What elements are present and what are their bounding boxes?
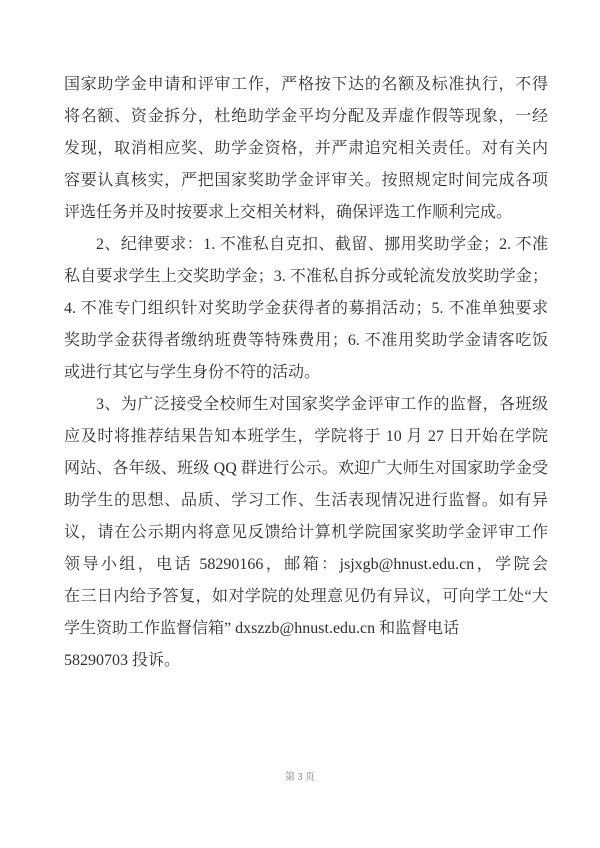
text-line: 4. 不准专门组织针对奖助学金获得者的募捐活动；5. 不准单独要求 xyxy=(64,300,548,317)
text-line: 议，请在公示期内将意见反馈给计算机学院国家奖助学金评审工作 xyxy=(64,524,548,541)
text-line: 容要认真核实，严把国家奖助学金评审关。按照规定时间完成各项 xyxy=(64,172,548,189)
text-line: 学生资助工作监督信箱” dxszzb@hnust.edu.cn 和监督电话 xyxy=(64,620,460,637)
text-line: 将名额、资金拆分，杜绝助学金平均分配及弄虚作假等现象，一经 xyxy=(64,108,548,125)
text-line: 3、为广泛接受全校师生对国家奖学金评审工作的监督，各班级 xyxy=(96,396,548,413)
text-line: 或进行其它与学生身份不符的活动。 xyxy=(64,364,321,381)
text-line: 在三日内给予答复，如对学院的处理意见仍有异议，可向学工处“大 xyxy=(64,588,548,605)
page-number: 第 3 页 xyxy=(285,772,315,783)
text-line: 助学生的思想、品质、学习工作、生活表现情况进行监督。如有异 xyxy=(64,492,548,509)
text-line: 2、纪律要求：1. 不准私自克扣、截留、挪用奖助学金；2. 不准 xyxy=(96,236,548,253)
text-line: 应及时将推荐结果告知本班学生，学院将于 10 月 27 日开始在学院 xyxy=(64,428,548,445)
text-line: 发现，取消相应奖、助学金资格，并严肃追究相关责任。对有关内 xyxy=(64,140,548,157)
text-line: 评选任务并及时按要求上交相关材料，确保评选工作顺利完成。 xyxy=(64,204,513,221)
text-line: 领导小组，电话 58290166，邮箱：jsjxgb@hnust.edu.cn，学院会 xyxy=(64,556,548,573)
text-line: 58290703 投诉。 xyxy=(64,652,181,669)
text-line: 私自要求学生上交奖助学金；3. 不准私自拆分或轮流发放奖助学金； xyxy=(64,268,548,285)
text-line: 国家助学金申请和评审工作，严格按下达的名额及标准执行，不得 xyxy=(64,76,548,93)
document-body xyxy=(64,69,548,677)
text-line: 奖助学金获得者缴纳班费等特殊费用；6. 不准用奖助学金请客吃饭 xyxy=(64,332,548,349)
text-line: 网站、各年级、班级 QQ 群进行公示。欢迎广大师生对国家助学金受 xyxy=(64,460,548,477)
